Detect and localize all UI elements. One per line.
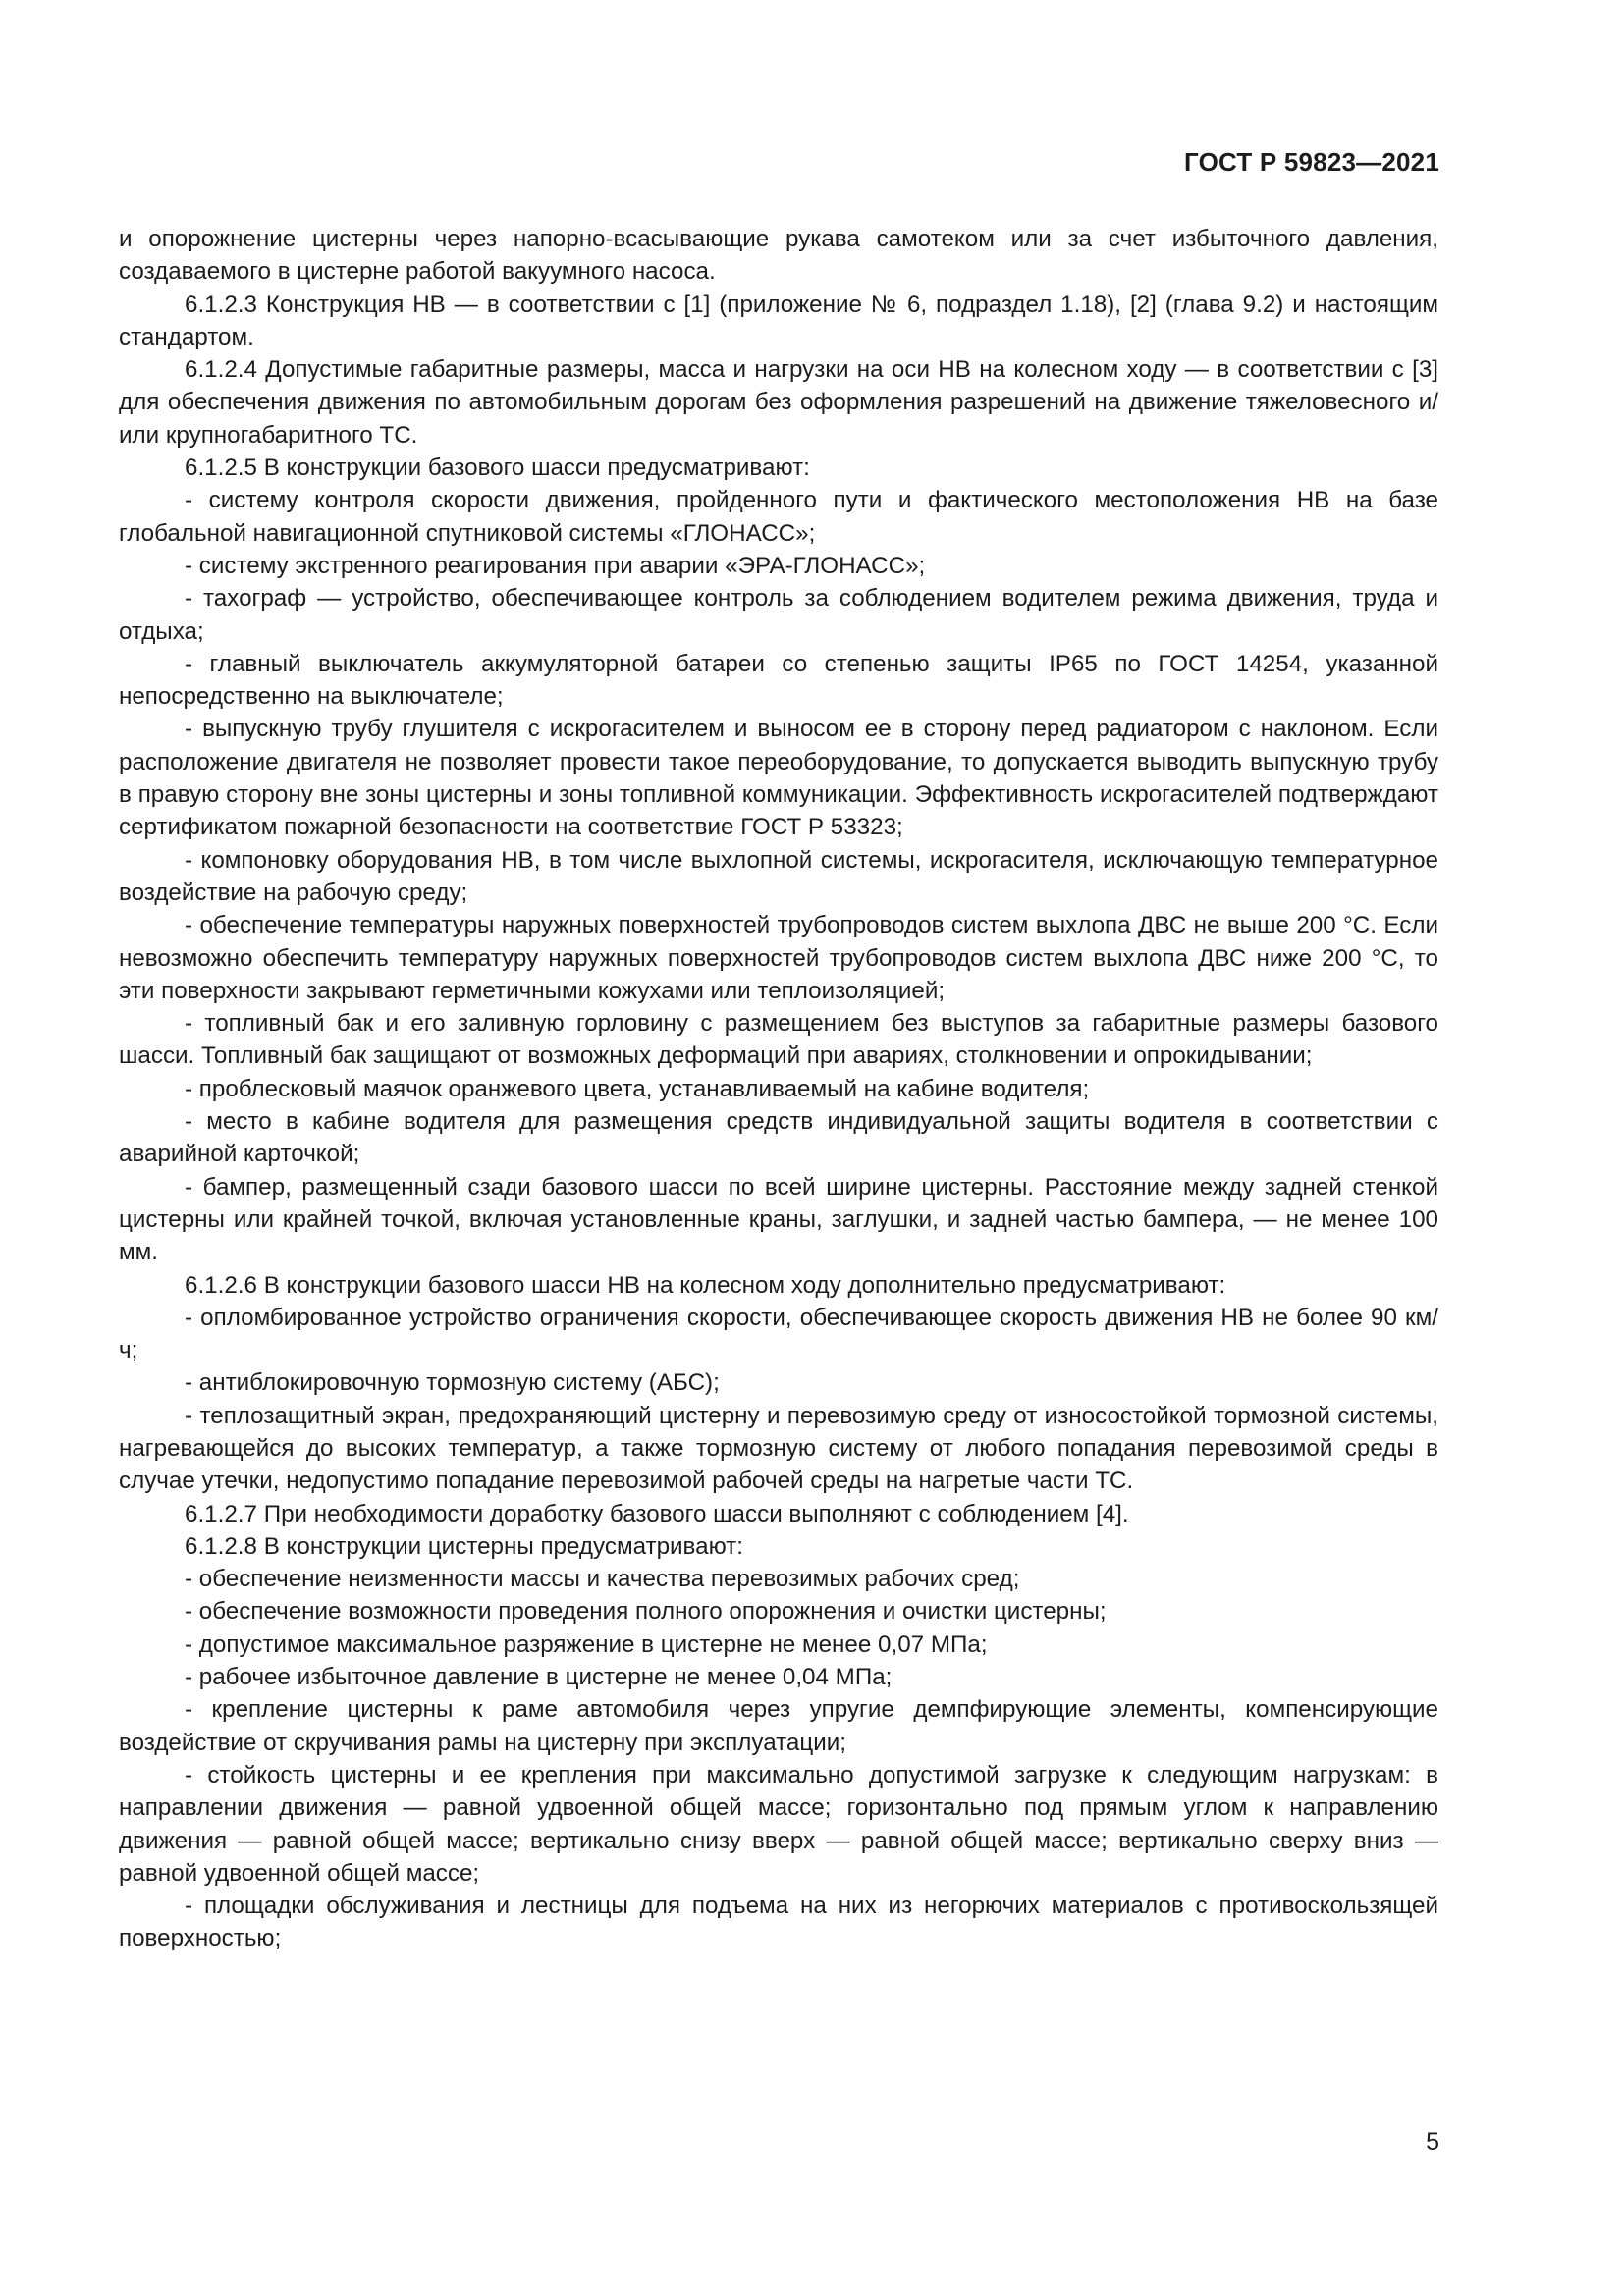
paragraph: - рабочее избыточное давление в цистерне не менее 0,04 МПа; xyxy=(185,1664,893,1691)
paragraph: - место в кабине водителя для размещения средств индивидуальной защиты водителя в соответствии с аварийной карточкой; xyxy=(119,1108,1438,1168)
paragraph: - обеспечение возможности проведения полного опорожнения и очистки цистерны; xyxy=(185,1598,1107,1626)
page-number: 5 xyxy=(1426,2128,1439,2156)
paragraph: - стойкость цистерны и ее крепления при максимально допустимой загрузке к следующим нагрузкам: в направлении движения — равной удвоенной общей массе; горизонтально под прямым углом к направлению движения — равной общей массе; вертикально снизу вверх — равной общей массе; вертикально сверху вниз — равной удвоенной общей массе; xyxy=(119,1761,1438,1887)
paragraph: - выпускную трубу глушителя с искрогасителем и выносом ее в сторону перед радиатором с наклоном. Если расположение двигателя не позволяет провести такое переоборудование, то допускается выводить выпускную трубу в правую сторону вне зоны цистерны и зоны топливной коммуникации. Эффективность искрогасителей подтверждают сертификатом пожарной безопасности на соответствие ГОСТ Р 53323; xyxy=(119,716,1438,841)
paragraph: - компоновку оборудования НВ, в том числе выхлопной системы, искрогасителя, исключающую температурное воздействие на рабочую среду; xyxy=(119,846,1438,906)
paragraph: - обеспечение температуры наружных поверхностей трубопроводов систем выхлопа ДВС не выше 200 °C. Если невозможно обеспечить температуру наружных поверхностей трубопроводов систем выхлопа ДВС ниже 200 °C, то эти поверхности закрывают герметичными кожухами или теплоизоляцией; xyxy=(119,912,1438,1004)
paragraph: - допустимое максимальное разряжение в цистерне не менее 0,07 МПа; xyxy=(185,1630,988,1658)
paragraph: - главный выключатель аккумуляторной батареи со степенью защиты IP65 по ГОСТ 14254, указанной непосредственно на выключателе; xyxy=(119,650,1438,711)
paragraph: 6.1.2.8 В конструкции цистерны предусматривают: xyxy=(185,1532,743,1560)
paragraph: - систему экстренного реагирования при аварии «ЭРА-ГЛОНАСС»; xyxy=(185,552,926,579)
paragraph: - бампер, размещенный сзади базового шасси по всей ширине цистерны. Расстояние между задней стенкой цистерны или крайней точкой, включая установленные краны, заглушки, и задней частью бампера, — не менее 100 мм. xyxy=(119,1173,1438,1266)
paragraph: - топливный бак и его заливную горловину с размещением без выступов за габаритные размеры базового шасси. Топливный бак защищают от возможных деформаций при авариях, столкновении и опрокидывании; xyxy=(119,1010,1438,1070)
paragraph: 6.1.2.3 Конструкция НВ — в соответствии с [1] (приложение № 6, подраздел 1.18), [2] (глава 9.2) и настоящим стандартом. xyxy=(119,291,1438,350)
paragraph: - систему контроля скорости движения, пройденного пути и фактического местоположения НВ на базе глобальной навигационной спутниковой системы «ГЛОНАСС»; xyxy=(119,487,1438,547)
paragraph: и опорожнение цистерны через напорно-всасывающие рукава самотеком или за счет избыточного давления, создаваемого в цистерне работой вакуумного насоса. xyxy=(119,226,1438,286)
document-body xyxy=(119,223,1438,1955)
document-code-header: ГОСТ Р 59823—2021 xyxy=(1184,147,1439,177)
paragraph: - крепление цистерны к раме автомобиля через упругие демпфирующие элементы, компенсирующие воздействие от скручивания рамы на цистерну при эксплуатации; xyxy=(119,1696,1438,1756)
paragraph: - опломбированное устройство ограничения скорости, обеспечивающее скорость движения НВ не более 90 км/ч; xyxy=(119,1304,1438,1364)
paragraph: - обеспечение неизменности массы и качества перевозимых рабочих сред; xyxy=(185,1566,1020,1593)
paragraph: 6.1.2.4 Допустимые габаритные размеры, масса и нагрузки на оси НВ на колесном ходу — в соответствии с [3] для обеспечения движения по автомобильным дорогам без оформления разрешений на движение тяжеловесного и/или крупногабаритного ТС. xyxy=(119,356,1438,449)
paragraph: 6.1.2.5 В конструкции базового шасси предусматривают: xyxy=(185,454,810,482)
paragraph: - теплозащитный экран, предохраняющий цистерну и перевозимую среду от износостойкой тормозной системы, нагревающейся до высоких температур, а также тормозную систему от любого попадания перевозимой среды в случае утечки, недопустимо попадание перевозимой рабочей среды на нагретые части ТС. xyxy=(119,1402,1438,1495)
paragraph: - проблесковый маячок оранжевого цвета, устанавливаемый на кабине водителя; xyxy=(185,1075,1090,1102)
paragraph: 6.1.2.6 В конструкции базового шасси НВ на колесном ходу дополнительно предусматривают: xyxy=(185,1271,1226,1299)
paragraph: - площадки обслуживания и лестницы для подъема на них из негорючих материалов с противоскользящей поверхностью; xyxy=(119,1893,1438,1952)
paragraph: - антиблокировочную тормозную систему (АБС); xyxy=(185,1369,720,1397)
paragraph: - тахограф — устройство, обеспечивающее контроль за соблюдением водителем режима движения, труда и отдыха; xyxy=(119,585,1438,645)
paragraph: 6.1.2.7 При необходимости доработку базового шасси выполняют с соблюдением [4]. xyxy=(185,1500,1129,1527)
